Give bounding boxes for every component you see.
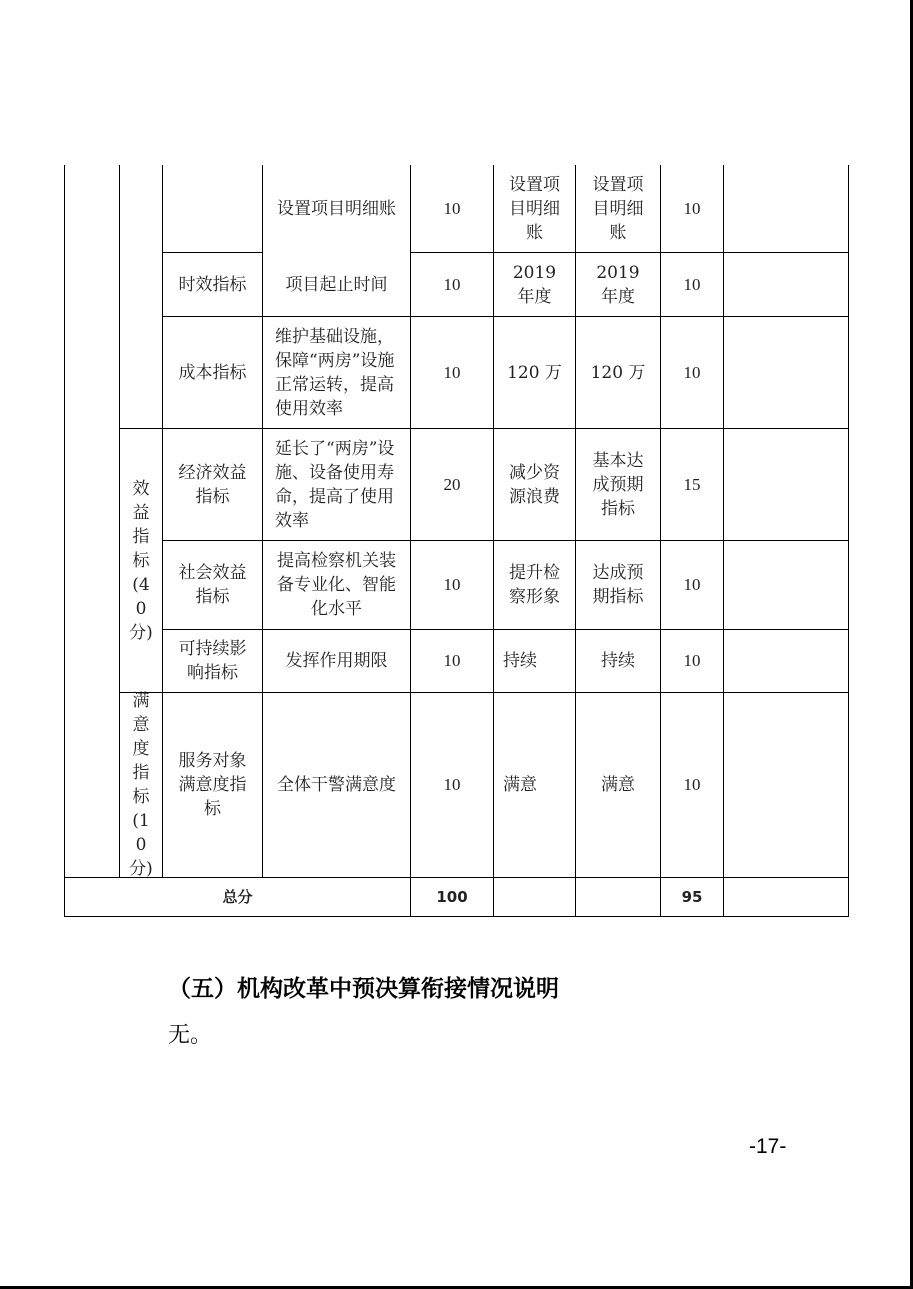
section-body: 无。 [168, 1023, 213, 1048]
table-cell-l3: 社会效益指标 [178, 563, 247, 607]
page-number: -17- [749, 1135, 787, 1158]
table-cell-weight: 20 [443, 474, 461, 494]
table-cell-weight: 10 [443, 575, 461, 594]
table-cell-score: 10 [683, 775, 701, 794]
table-cell-weight: 10 [443, 651, 461, 670]
table-cell-indicator: 提高检察机关装备专业化、智能化水平 [277, 551, 396, 619]
group-label-satisfaction: 满意度指标(10分) [129, 691, 153, 879]
table-cell-actual: 持续 [601, 651, 635, 671]
table-cell-l3: 可持续影响指标 [178, 639, 247, 683]
table-cell-l3: 经济效益指标 [178, 462, 247, 507]
table-cell-target: 提升检察形象 [509, 563, 560, 607]
table-cell-actual: 基本达成预期指标 [592, 450, 644, 519]
group-label-benefit: 效益指标(40分) [129, 478, 153, 643]
table-cell-actual: 满意 [601, 775, 635, 795]
table-cell-actual: 2019 年度 [596, 262, 640, 307]
table-cell-score: 10 [683, 198, 701, 218]
table-cell-l3: 服务对象满意度指标 [178, 751, 247, 819]
table-cell-target: 满意 [503, 775, 537, 795]
table-cell-score: 10 [683, 362, 701, 382]
table-cell-weight: 10 [443, 362, 461, 382]
table-cell-score: 10 [683, 274, 701, 294]
table-cell-weight: 10 [443, 274, 461, 294]
table-cell-target: 持续 [503, 651, 537, 671]
total-label: 总分 [222, 888, 253, 906]
table-cell-indicator: 延长了“两房”设施、设备使用寿命，提高了使用效率 [275, 438, 395, 531]
table-cell-indicator: 项目起止时间 [285, 274, 388, 295]
table-cell-score: 10 [683, 651, 701, 670]
table-cell-target: 120 万 [507, 362, 562, 383]
table-cell-target: 减少资源浪费 [509, 462, 560, 507]
table-cell-indicator: 发挥作用期限 [285, 651, 388, 671]
table-cell-l3: 成本指标 [178, 362, 247, 383]
table-cell-indicator: 设置项目明细账 [277, 199, 396, 219]
table-cell-target: 2019 年度 [512, 262, 557, 307]
total-score: 95 [681, 888, 703, 906]
table-cell-score: 10 [683, 575, 701, 594]
table-cell-indicator: 全体干警满意度 [277, 775, 396, 795]
total-weight: 100 [436, 888, 468, 906]
table-cell-indicator: 维护基础设施，保障“两房”设施正常运转，提高使用效率 [275, 326, 395, 419]
table-cell-actual: 120 万 [590, 362, 646, 383]
table-cell-score: 15 [683, 474, 701, 494]
table-cell-target: 设置项目明细账 [509, 174, 560, 243]
table-cell-weight: 10 [443, 198, 461, 218]
table-cell-actual: 达成预期指标 [592, 563, 644, 607]
section-heading: （五）机构改革中预决算衔接情况说明 [168, 976, 559, 1002]
table-cell-l3: 时效指标 [178, 274, 247, 295]
table-cell-actual: 设置项目明细账 [592, 174, 644, 243]
table-cell-weight: 10 [443, 775, 461, 794]
